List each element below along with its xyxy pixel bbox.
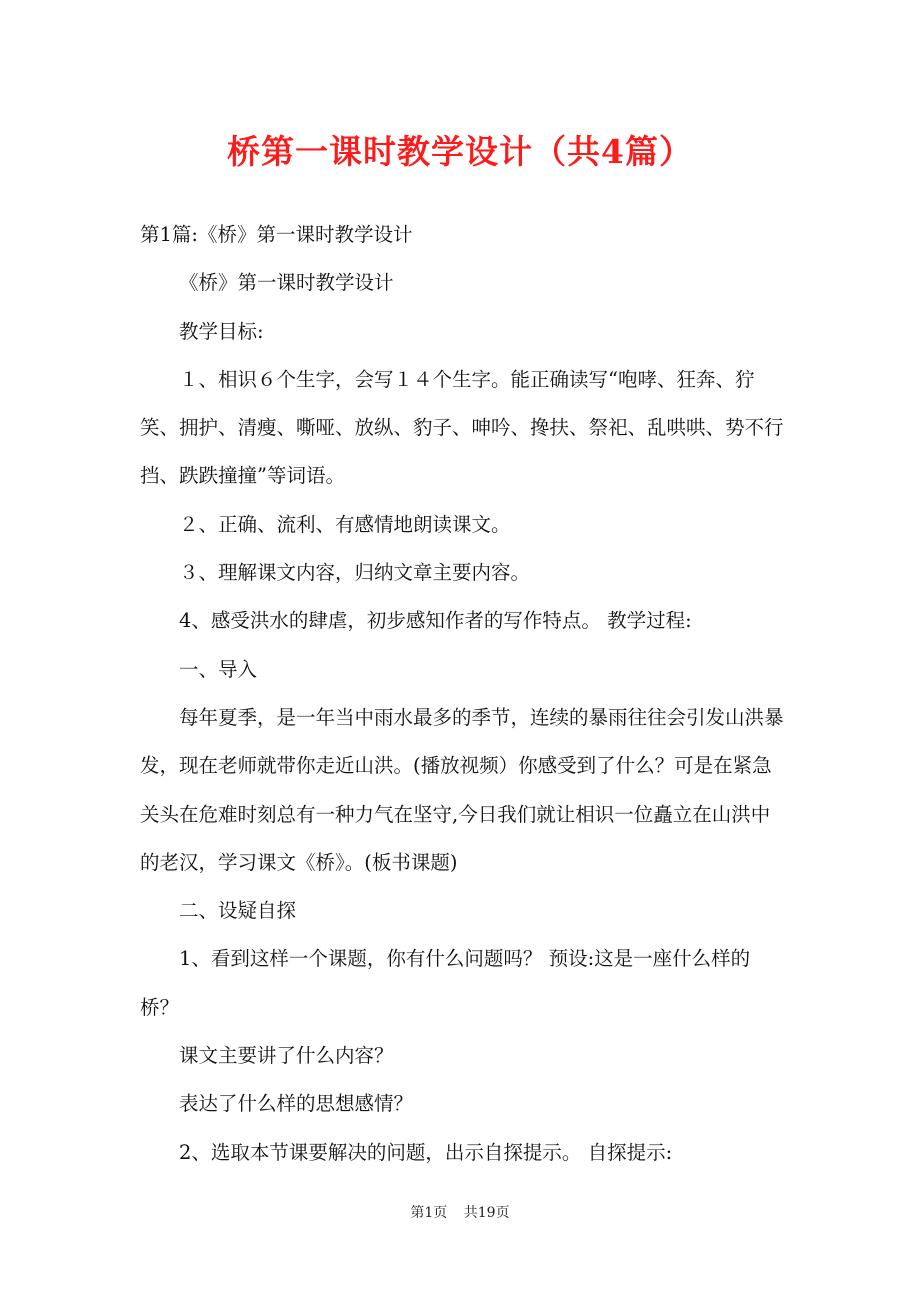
document-body bbox=[140, 211, 788, 1177]
section-heading: 第1篇:《桥》第一课时教学设计 bbox=[140, 223, 413, 246]
section-intro-heading: 一、导入 bbox=[179, 657, 258, 681]
explore-question-feeling: 表达了什么样的思想感情？ bbox=[179, 1092, 414, 1116]
page-number: 第1页 bbox=[410, 1205, 448, 1221]
page-total: 共19页 bbox=[463, 1205, 510, 1221]
objective-3: ３、理解课文内容，归纳文章主要内容。 bbox=[179, 561, 531, 585]
objective-1: １、相识６个生字，会写１４个生字。能正确读写“咆哮、狂奔、狞笑、拥护、清瘦、嘶哑、放纵、豹子、呻吟、搀扶、祭祀、乱哄哄、势不行挡、跌跌撞撞”等词语。 bbox=[140, 367, 784, 488]
objectives-heading: 教学目标: bbox=[179, 319, 264, 343]
document-title: 桥第一课时教学设计（共4篇） bbox=[227, 132, 693, 171]
intro-paragraph: 每年夏季，是一年当中雨水最多的季节，连续的暴雨往往会引发山洪暴发，现在老师就带你走近山洪。(播放视频）你感受到了什么？可是在紧急关头在危难时刻总有一种力气在坚守,今日我们就让相识一位矗立在山洪中的老汉，学习课文《桥》。(板书课题) bbox=[140, 705, 784, 874]
objective-4: 4、感受洪水的肆虐，初步感知作者的写作特点。 教学过程: bbox=[179, 609, 692, 633]
objective-2: ２、正确、流利、有感情地朗读课文。 bbox=[179, 512, 511, 536]
subtitle: 《桥》第一课时教学设计 bbox=[179, 271, 394, 295]
explore-item-1: 1、看到这样一个课题，你有什么问题吗？ 预设:这是一座什么样的桥？ bbox=[140, 947, 751, 1019]
explore-question-content: 课文主要讲了什么内容？ bbox=[179, 1044, 394, 1068]
page-footer bbox=[0, 1203, 920, 1223]
section-explore-heading: 二、设疑自探 bbox=[179, 899, 297, 923]
explore-item-2: 2、选取本节课要解决的问题，出示自探提示。 自探提示: bbox=[179, 1140, 673, 1164]
